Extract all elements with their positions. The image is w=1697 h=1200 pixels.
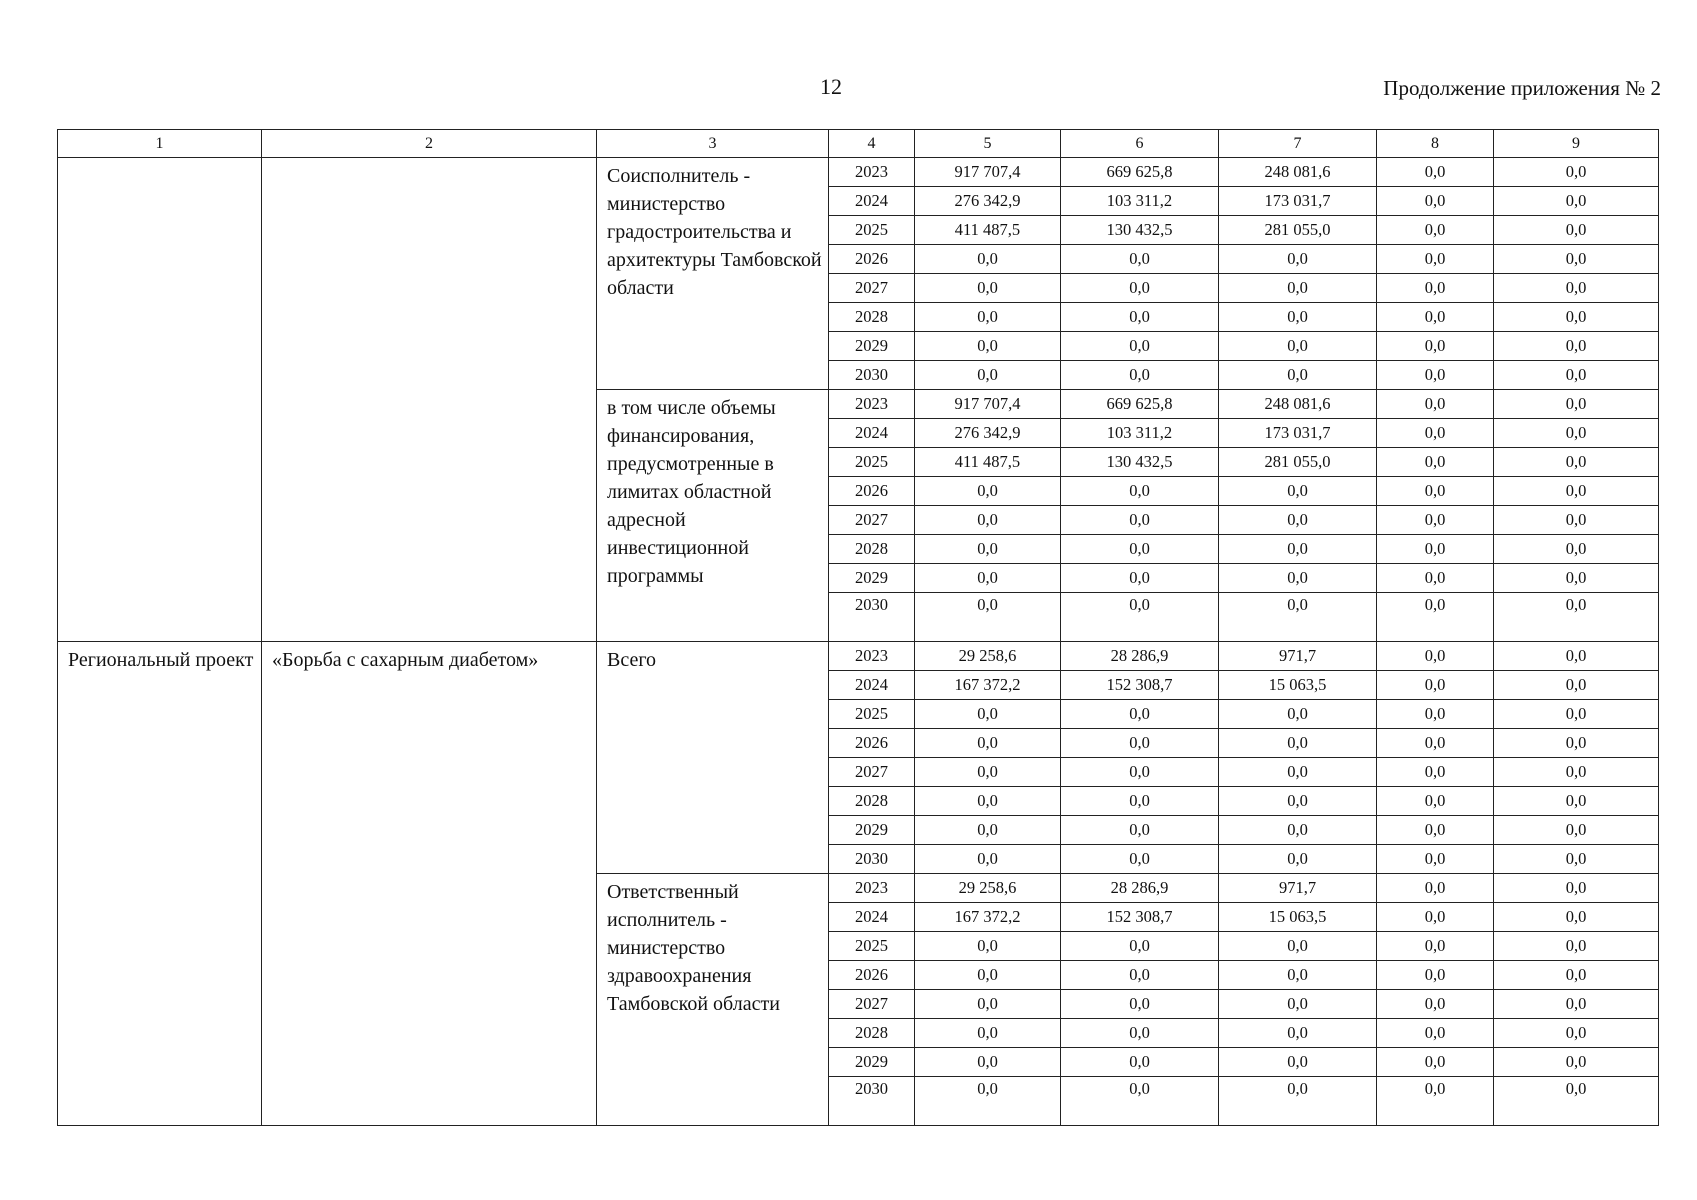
regional-cell: 0,0 — [1219, 787, 1377, 816]
year-cell: 2030 — [829, 845, 915, 874]
other-cell: 0,0 — [1494, 245, 1659, 274]
total-cell: 411 487,5 — [915, 216, 1061, 245]
regional-cell: 248 081,6 — [1219, 158, 1377, 187]
federal-cell: 0,0 — [1061, 729, 1219, 758]
local-cell: 0,0 — [1377, 535, 1494, 564]
local-cell: 0,0 — [1377, 642, 1494, 671]
other-cell: 0,0 — [1494, 361, 1659, 390]
total-cell: 917 707,4 — [915, 158, 1061, 187]
federal-cell: 152 308,7 — [1061, 903, 1219, 932]
column-header: 4 — [829, 130, 915, 158]
regional-cell: 0,0 — [1219, 816, 1377, 845]
year-cell: 2029 — [829, 332, 915, 361]
total-cell: 0,0 — [915, 961, 1061, 990]
other-cell: 0,0 — [1494, 758, 1659, 787]
project-name-cell — [262, 158, 597, 642]
other-cell: 0,0 — [1494, 564, 1659, 593]
local-cell: 0,0 — [1377, 593, 1494, 642]
source-label-cell: Соисполнитель - министерство градостроительства и архитектуры Тамбовской области — [597, 158, 829, 390]
local-cell: 0,0 — [1377, 361, 1494, 390]
federal-cell: 0,0 — [1061, 816, 1219, 845]
regional-cell: 0,0 — [1219, 700, 1377, 729]
other-cell: 0,0 — [1494, 932, 1659, 961]
total-cell: 0,0 — [915, 729, 1061, 758]
local-cell: 0,0 — [1377, 158, 1494, 187]
local-cell: 0,0 — [1377, 332, 1494, 361]
regional-cell: 0,0 — [1219, 845, 1377, 874]
year-cell: 2028 — [829, 535, 915, 564]
other-cell: 0,0 — [1494, 303, 1659, 332]
other-cell: 0,0 — [1494, 729, 1659, 758]
year-cell: 2027 — [829, 758, 915, 787]
total-cell: 917 707,4 — [915, 390, 1061, 419]
year-cell: 2024 — [829, 903, 915, 932]
federal-cell: 0,0 — [1061, 274, 1219, 303]
federal-cell: 0,0 — [1061, 593, 1219, 642]
federal-cell: 152 308,7 — [1061, 671, 1219, 700]
federal-cell: 103 311,2 — [1061, 419, 1219, 448]
total-cell: 0,0 — [915, 932, 1061, 961]
column-header: 9 — [1494, 130, 1659, 158]
regional-cell: 281 055,0 — [1219, 216, 1377, 245]
regional-cell: 0,0 — [1219, 593, 1377, 642]
regional-cell: 971,7 — [1219, 874, 1377, 903]
column-header: 1 — [58, 130, 262, 158]
year-cell: 2025 — [829, 448, 915, 477]
column-header: 5 — [915, 130, 1061, 158]
local-cell: 0,0 — [1377, 961, 1494, 990]
year-cell: 2029 — [829, 1048, 915, 1077]
federal-cell: 669 625,8 — [1061, 158, 1219, 187]
year-cell: 2028 — [829, 787, 915, 816]
other-cell: 0,0 — [1494, 1048, 1659, 1077]
year-cell: 2027 — [829, 506, 915, 535]
other-cell: 0,0 — [1494, 419, 1659, 448]
total-cell: 0,0 — [915, 816, 1061, 845]
total-cell: 0,0 — [915, 245, 1061, 274]
federal-cell: 0,0 — [1061, 1019, 1219, 1048]
other-cell: 0,0 — [1494, 535, 1659, 564]
year-cell: 2023 — [829, 642, 915, 671]
regional-cell: 0,0 — [1219, 758, 1377, 787]
regional-cell: 0,0 — [1219, 1019, 1377, 1048]
regional-cell: 0,0 — [1219, 361, 1377, 390]
regional-cell: 173 031,7 — [1219, 187, 1377, 216]
project-type-cell — [58, 158, 262, 642]
local-cell: 0,0 — [1377, 419, 1494, 448]
federal-cell: 130 432,5 — [1061, 448, 1219, 477]
regional-cell: 15 063,5 — [1219, 671, 1377, 700]
total-cell: 0,0 — [915, 845, 1061, 874]
year-cell: 2025 — [829, 932, 915, 961]
local-cell: 0,0 — [1377, 729, 1494, 758]
header-row — [58, 130, 1659, 158]
local-cell: 0,0 — [1377, 932, 1494, 961]
total-cell: 0,0 — [915, 758, 1061, 787]
year-cell: 2026 — [829, 245, 915, 274]
year-cell: 2024 — [829, 187, 915, 216]
local-cell: 0,0 — [1377, 874, 1494, 903]
local-cell: 0,0 — [1377, 274, 1494, 303]
local-cell: 0,0 — [1377, 845, 1494, 874]
federal-cell: 0,0 — [1061, 361, 1219, 390]
year-cell: 2030 — [829, 361, 915, 390]
total-cell: 0,0 — [915, 535, 1061, 564]
local-cell: 0,0 — [1377, 1019, 1494, 1048]
local-cell: 0,0 — [1377, 448, 1494, 477]
other-cell: 0,0 — [1494, 961, 1659, 990]
year-cell: 2025 — [829, 700, 915, 729]
other-cell: 0,0 — [1494, 158, 1659, 187]
other-cell: 0,0 — [1494, 787, 1659, 816]
regional-cell: 15 063,5 — [1219, 903, 1377, 932]
total-cell: 0,0 — [915, 303, 1061, 332]
year-cell: 2026 — [829, 477, 915, 506]
table-row — [58, 642, 1659, 671]
source-label-cell: в том числе объемы финансирования, предусмотренные в лимитах областной адресной инвестиционной программы — [597, 390, 829, 642]
year-cell: 2026 — [829, 729, 915, 758]
total-cell: 276 342,9 — [915, 187, 1061, 216]
column-header: 3 — [597, 130, 829, 158]
local-cell: 0,0 — [1377, 990, 1494, 1019]
source-label-cell: Ответственный исполнитель - министерство здравоохранения Тамбовской области — [597, 874, 829, 1126]
year-cell: 2029 — [829, 564, 915, 593]
federal-cell: 0,0 — [1061, 845, 1219, 874]
regional-cell: 0,0 — [1219, 961, 1377, 990]
total-cell: 0,0 — [915, 361, 1061, 390]
local-cell: 0,0 — [1377, 506, 1494, 535]
federal-cell: 103 311,2 — [1061, 187, 1219, 216]
local-cell: 0,0 — [1377, 303, 1494, 332]
federal-cell: 28 286,9 — [1061, 874, 1219, 903]
local-cell: 0,0 — [1377, 564, 1494, 593]
local-cell: 0,0 — [1377, 700, 1494, 729]
other-cell: 0,0 — [1494, 700, 1659, 729]
federal-cell: 0,0 — [1061, 303, 1219, 332]
local-cell: 0,0 — [1377, 758, 1494, 787]
other-cell: 0,0 — [1494, 1077, 1659, 1126]
total-cell: 29 258,6 — [915, 874, 1061, 903]
year-cell: 2026 — [829, 961, 915, 990]
total-cell: 0,0 — [915, 506, 1061, 535]
other-cell: 0,0 — [1494, 816, 1659, 845]
federal-cell: 0,0 — [1061, 477, 1219, 506]
year-cell: 2028 — [829, 1019, 915, 1048]
total-cell: 0,0 — [915, 1077, 1061, 1126]
local-cell: 0,0 — [1377, 903, 1494, 932]
federal-cell: 0,0 — [1061, 787, 1219, 816]
year-cell: 2023 — [829, 158, 915, 187]
total-cell: 0,0 — [915, 787, 1061, 816]
regional-cell: 971,7 — [1219, 642, 1377, 671]
regional-cell: 0,0 — [1219, 1048, 1377, 1077]
year-cell: 2030 — [829, 593, 915, 642]
other-cell: 0,0 — [1494, 274, 1659, 303]
federal-cell: 0,0 — [1061, 564, 1219, 593]
total-cell: 0,0 — [915, 477, 1061, 506]
year-cell: 2027 — [829, 274, 915, 303]
financing-table — [57, 129, 1659, 1126]
local-cell: 0,0 — [1377, 390, 1494, 419]
year-cell: 2030 — [829, 1077, 915, 1126]
appendix-title: Продолжение приложения № 2 — [1383, 76, 1661, 100]
total-cell: 167 372,2 — [915, 903, 1061, 932]
local-cell: 0,0 — [1377, 1077, 1494, 1126]
other-cell: 0,0 — [1494, 216, 1659, 245]
total-cell: 0,0 — [915, 1019, 1061, 1048]
other-cell: 0,0 — [1494, 390, 1659, 419]
regional-cell: 248 081,6 — [1219, 390, 1377, 419]
local-cell: 0,0 — [1377, 187, 1494, 216]
federal-cell: 0,0 — [1061, 506, 1219, 535]
year-cell: 2025 — [829, 216, 915, 245]
other-cell: 0,0 — [1494, 845, 1659, 874]
total-cell: 167 372,2 — [915, 671, 1061, 700]
other-cell: 0,0 — [1494, 1019, 1659, 1048]
regional-cell: 0,0 — [1219, 245, 1377, 274]
year-cell: 2027 — [829, 990, 915, 1019]
column-header: 8 — [1377, 130, 1494, 158]
federal-cell: 0,0 — [1061, 758, 1219, 787]
federal-cell: 0,0 — [1061, 1048, 1219, 1077]
regional-cell: 0,0 — [1219, 932, 1377, 961]
total-cell: 0,0 — [915, 990, 1061, 1019]
total-cell: 0,0 — [915, 332, 1061, 361]
total-cell: 0,0 — [915, 593, 1061, 642]
federal-cell: 0,0 — [1061, 1077, 1219, 1126]
other-cell: 0,0 — [1494, 187, 1659, 216]
local-cell: 0,0 — [1377, 1048, 1494, 1077]
other-cell: 0,0 — [1494, 990, 1659, 1019]
regional-cell: 0,0 — [1219, 477, 1377, 506]
regional-cell: 0,0 — [1219, 564, 1377, 593]
other-cell: 0,0 — [1494, 506, 1659, 535]
federal-cell: 0,0 — [1061, 245, 1219, 274]
local-cell: 0,0 — [1377, 816, 1494, 845]
local-cell: 0,0 — [1377, 787, 1494, 816]
year-cell: 2024 — [829, 671, 915, 700]
total-cell: 0,0 — [915, 1048, 1061, 1077]
project-name-cell: «Борьба с сахарным диабетом» — [262, 642, 597, 1126]
other-cell: 0,0 — [1494, 477, 1659, 506]
regional-cell: 0,0 — [1219, 274, 1377, 303]
other-cell: 0,0 — [1494, 332, 1659, 361]
other-cell: 0,0 — [1494, 671, 1659, 700]
regional-cell: 0,0 — [1219, 303, 1377, 332]
federal-cell: 0,0 — [1061, 961, 1219, 990]
regional-cell: 281 055,0 — [1219, 448, 1377, 477]
source-label-cell: Всего — [597, 642, 829, 874]
other-cell: 0,0 — [1494, 874, 1659, 903]
year-cell: 2029 — [829, 816, 915, 845]
regional-cell: 0,0 — [1219, 332, 1377, 361]
regional-cell: 0,0 — [1219, 506, 1377, 535]
federal-cell: 669 625,8 — [1061, 390, 1219, 419]
regional-cell: 0,0 — [1219, 1077, 1377, 1126]
total-cell: 411 487,5 — [915, 448, 1061, 477]
federal-cell: 0,0 — [1061, 932, 1219, 961]
project-type-cell: Региональный проект — [58, 642, 262, 1126]
other-cell: 0,0 — [1494, 903, 1659, 932]
regional-cell: 0,0 — [1219, 535, 1377, 564]
column-header: 7 — [1219, 130, 1377, 158]
page-number: 12 — [820, 74, 842, 99]
total-cell: 29 258,6 — [915, 642, 1061, 671]
other-cell: 0,0 — [1494, 448, 1659, 477]
regional-cell: 0,0 — [1219, 990, 1377, 1019]
federal-cell: 28 286,9 — [1061, 642, 1219, 671]
federal-cell: 0,0 — [1061, 332, 1219, 361]
local-cell: 0,0 — [1377, 671, 1494, 700]
year-cell: 2024 — [829, 419, 915, 448]
federal-cell: 0,0 — [1061, 535, 1219, 564]
federal-cell: 0,0 — [1061, 990, 1219, 1019]
year-cell: 2023 — [829, 390, 915, 419]
local-cell: 0,0 — [1377, 477, 1494, 506]
local-cell: 0,0 — [1377, 245, 1494, 274]
total-cell: 0,0 — [915, 700, 1061, 729]
year-cell: 2023 — [829, 874, 915, 903]
other-cell: 0,0 — [1494, 642, 1659, 671]
column-header: 2 — [262, 130, 597, 158]
total-cell: 276 342,9 — [915, 419, 1061, 448]
total-cell: 0,0 — [915, 564, 1061, 593]
regional-cell: 173 031,7 — [1219, 419, 1377, 448]
column-header: 6 — [1061, 130, 1219, 158]
federal-cell: 0,0 — [1061, 700, 1219, 729]
regional-cell: 0,0 — [1219, 729, 1377, 758]
year-cell: 2028 — [829, 303, 915, 332]
other-cell: 0,0 — [1494, 593, 1659, 642]
federal-cell: 130 432,5 — [1061, 216, 1219, 245]
local-cell: 0,0 — [1377, 216, 1494, 245]
table-body — [58, 158, 1659, 1126]
total-cell: 0,0 — [915, 274, 1061, 303]
table-row — [58, 158, 1659, 187]
